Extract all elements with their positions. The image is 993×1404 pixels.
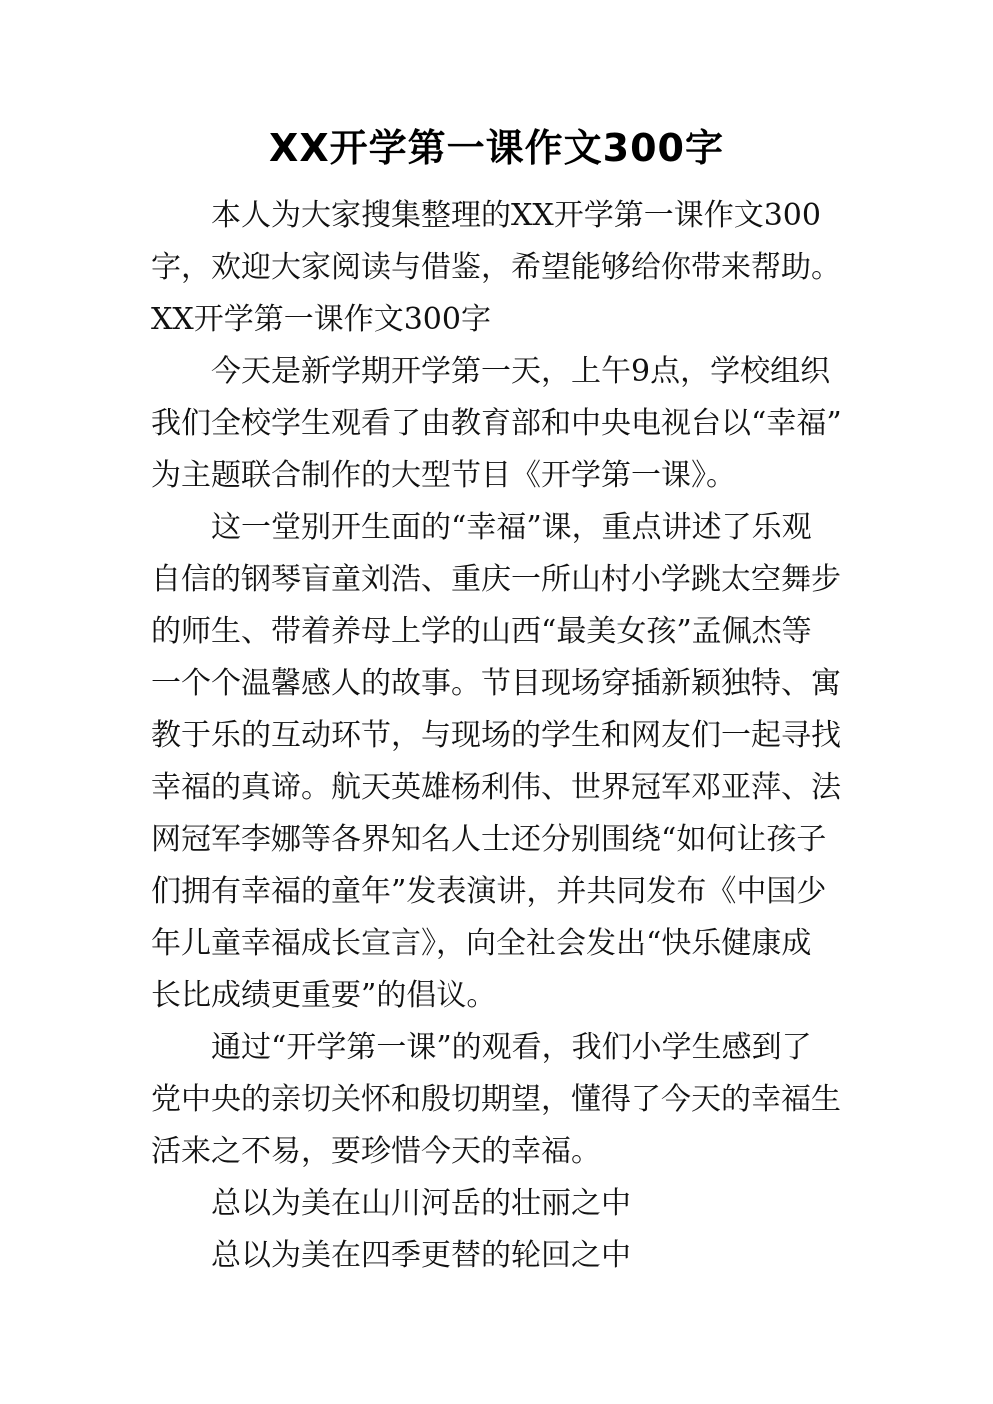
text-line: 教于乐的互动环节，与现场的学生和网友们一起寻找 (151, 718, 841, 753)
text-line: 党中央的亲切关怀和殷切期望，懂得了今天的幸福生 (151, 1082, 841, 1117)
text-line: 长比成绩更重要”的倡议。 (151, 978, 497, 1013)
text-line: 活来之不易，要珍惜今天的幸福。 (151, 1134, 601, 1169)
text-line: 总以为美在四季更替的轮回之中 (211, 1238, 631, 1273)
text-line: 自信的钢琴盲童刘浩、重庆一所山村小学跳太空舞步 (151, 562, 841, 597)
text-line: 字，欢迎大家阅读与借鉴，希望能够给你带来帮助。 (151, 250, 841, 285)
text-line: 这一堂别开生面的“幸福”课，重点讲述了乐观 (211, 510, 812, 545)
text-line: 的师生、带着养母上学的山西“最美女孩”孟佩杰等 (151, 614, 812, 649)
text-line: 年儿童幸福成长宣言》，向全社会发出“快乐健康成 (151, 926, 812, 961)
text-line: 通过“开学第一课”的观看，我们小学生感到了 (211, 1030, 812, 1065)
text-line: 一个个温馨感人的故事。节目现场穿插新颖独特、寓 (151, 666, 841, 701)
text-line: 我们全校学生观看了由教育部和中央电视台以“幸福” (151, 406, 842, 441)
text-line: XX开学第一课作文300字 (151, 302, 491, 337)
text-line: 幸福的真谛。航天英雄杨利伟、世界冠军邓亚萍、法 (151, 770, 841, 805)
text-line: 总以为美在山川河岳的壮丽之中 (211, 1186, 631, 1221)
text-line: 们拥有幸福的童年”发表演讲，并共同发布《中国少 (151, 874, 827, 909)
text-line: 为主题联合制作的大型节目《开学第一课》。 (151, 458, 736, 493)
document-title: XX开学第一课作文300字 (269, 126, 724, 170)
text-line: 今天是新学期开学第一天，上午9点，学校组织 (211, 354, 831, 389)
text-line: 本人为大家搜集整理的XX开学第一课作文300 (211, 198, 821, 233)
text-line: 网冠军李娜等各界知名人士还分别围绕“如何让孩子 (151, 822, 827, 857)
